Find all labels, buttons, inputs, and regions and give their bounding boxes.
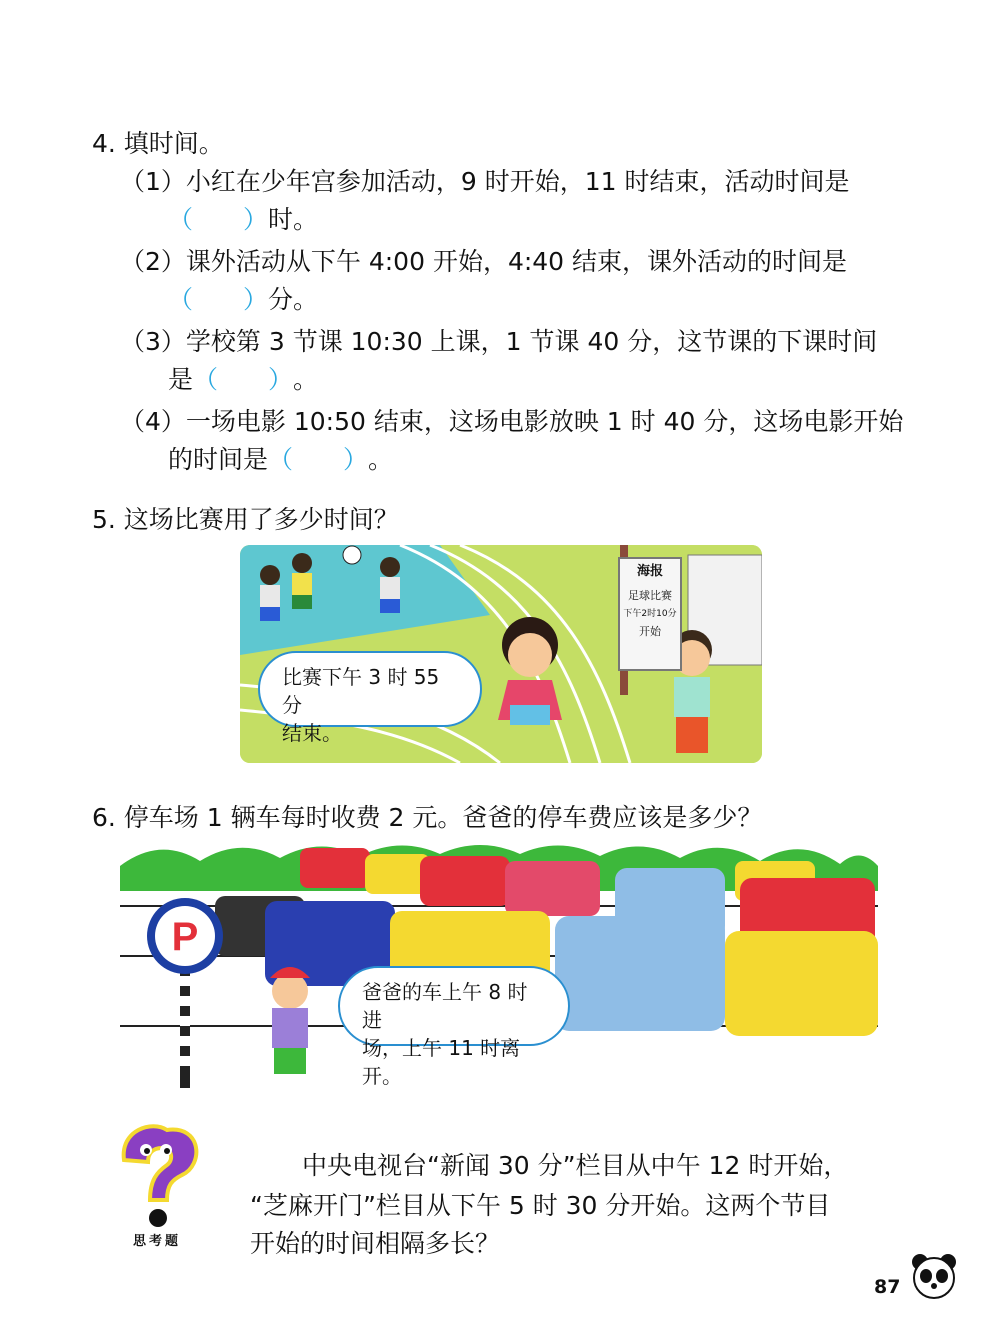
thinking-mascot	[112, 1120, 202, 1249]
q4-item1-line1: （1）小红在少年宫参加活动，9 时开始，11 时结束，活动时间是	[120, 167, 850, 196]
speech-bubble	[338, 966, 570, 1088]
think-label: 思考题	[132, 1234, 181, 1249]
speech-bubble	[258, 651, 482, 745]
parking-lot-illustration	[120, 836, 878, 1088]
q4-item3-line1: （3）学校第 3 节课 10:30 上课，1 节课 40 分，这节课的下课时间	[120, 327, 878, 356]
bubble-line: 结束。	[282, 721, 342, 745]
poster-line: 足球比赛	[628, 589, 672, 602]
answer-blank-open: （	[193, 365, 219, 394]
poster-board	[618, 557, 682, 671]
q4-item2-line1: （2）课外活动从下午 4:00 开始，4:40 结束，课外活动的时间是	[120, 247, 848, 276]
q4-item4-line1: （4）一场电影 10:50 结束，这场电影放映 1 时 40 分，这场电影开始	[120, 407, 904, 436]
answer-blank-open: （	[168, 285, 194, 314]
panda-icon	[908, 1250, 960, 1302]
answer-blank-close: ）	[243, 285, 269, 314]
q4-item3-line2	[168, 360, 318, 396]
think-line3: 开始的时间相隔多长？	[250, 1229, 501, 1258]
think-line1: 中央电视台“新闻 30 分”栏目从中午 12 时开始，	[302, 1151, 849, 1180]
q4-item4-line2	[168, 440, 393, 476]
answer-blank-close: ）	[243, 205, 269, 234]
q4-title: 4. 填时间。	[92, 129, 224, 158]
bubble-line: 场，上午 11 时离开。	[362, 1036, 521, 1088]
poster-title: 海报	[636, 564, 663, 579]
q6-title: 6. 停车场 1 辆车每时收费 2 元。爸爸的停车费应该是多少？	[92, 803, 763, 832]
q4-item1-suffix: 时。	[268, 205, 319, 234]
answer-blank-open: （	[168, 205, 194, 234]
parking-sign-letter: P	[171, 915, 199, 959]
page-number: 87	[874, 1276, 901, 1298]
q4-item3-prefix: 是	[168, 365, 194, 394]
poster-line: 下午2时10分	[623, 609, 677, 619]
q4-item2-suffix: 分。	[268, 285, 319, 314]
q4-item4-suffix: 。	[368, 445, 394, 474]
think-line2: “芝麻开门”栏目从下午 5 时 30 分开始。这两个节目	[250, 1191, 831, 1220]
q4-item2-line2	[168, 280, 318, 316]
soccer-field-illustration	[240, 545, 762, 763]
q4-item4-prefix: 的时间是	[168, 445, 269, 474]
question-mark-icon	[112, 1120, 202, 1230]
poster-line: 开始	[639, 625, 661, 638]
bubble-line: 比赛下午 3 时 55 分	[282, 665, 440, 717]
q4-item1-line2	[168, 200, 318, 236]
answer-blank-close: ）	[268, 365, 294, 394]
answer-blank-close: ）	[343, 445, 369, 474]
answer-blank-open: （	[268, 445, 294, 474]
q4-item3-suffix: 。	[293, 365, 319, 394]
q5-title: 5. 这场比赛用了多少时间？	[92, 505, 399, 534]
bubble-line: 爸爸的车上午 8 时进	[362, 980, 528, 1032]
